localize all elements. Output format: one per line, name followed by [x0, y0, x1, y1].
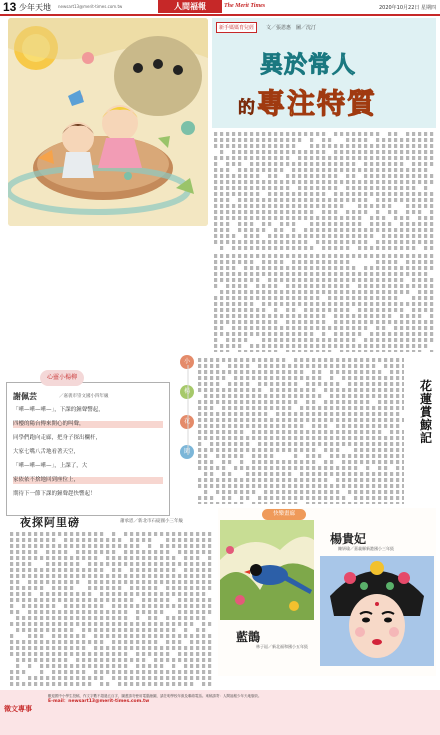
poem-line: 同學們跑向走廊，把身子探出欄杆，	[13, 435, 102, 441]
circle-badge: 花	[180, 415, 194, 429]
section-email: newsart13@merit-times.com.tw	[58, 4, 123, 9]
essay-title: 夜探阿里磅	[20, 516, 80, 529]
text-column-group	[212, 130, 436, 250]
poem-box	[6, 382, 170, 516]
newspaper-logo-en: The Merit Times	[224, 3, 266, 9]
section-title: 少年天地	[19, 3, 51, 12]
poem-author: ／嘉義市崇文國小四年級	[59, 394, 109, 399]
feature-title-line1: 異於常人	[260, 51, 356, 78]
submission-email: E-mail：newsart13@merit-times.com.tw	[48, 699, 150, 704]
text-column-group	[8, 530, 214, 686]
poem-line: 四樓的陽台傳來開心的叫聲，	[13, 421, 163, 428]
poem-line: 大家七嘴八舌地看著天空，	[13, 449, 80, 455]
feature-title-line2: 專注特質	[257, 87, 378, 120]
issue-date: 2020年10月22日 星期四	[378, 5, 436, 11]
poem-line: 「嘩—嘩—嘩—」，上課了，大	[13, 463, 88, 469]
poem-tag: 心靈小楊柳	[40, 370, 84, 386]
gallery-painting-magpie	[220, 520, 314, 620]
circle-badge: 小	[180, 355, 194, 369]
feature-title-line2-wrap	[238, 82, 377, 122]
gallery-work2-title: 楊貴妃	[330, 532, 367, 546]
poem-line: 期待下一節下課的鐘聲趕快響起！	[13, 491, 96, 497]
submission-notice	[48, 694, 434, 704]
text-column-group	[212, 252, 436, 352]
feature-title-block	[212, 18, 436, 128]
feature-illustration	[8, 18, 208, 226]
lotus-title: 花蓮賞鯨記	[420, 379, 433, 445]
text-column-group	[196, 356, 404, 504]
gallery-work1-author: 林子崧／新北福和國小五年級	[256, 644, 308, 649]
gallery-painting-yang-guifei	[320, 556, 434, 666]
page-header	[0, 0, 440, 16]
poem-line: 家依依不捨地回到座位上，	[13, 477, 163, 484]
feature-title-de: 的	[238, 98, 257, 118]
gallery-work2-author: 陳妍瑜／嘉義縣新港國小三年級	[338, 546, 394, 551]
submission-notice-text: 歡迎國中小學生投稿，作文字數不超過五百字，圖畫請勿使用電腦繪圖，請註明學校年級及聯絡電話。來稿請寄：人間福報少年天地版收。	[48, 694, 262, 698]
gallery-work1-title: 藍鵲	[236, 630, 261, 644]
circle-badge: 楊	[180, 385, 194, 399]
page-number: 13	[3, 0, 17, 14]
circle-badge: 園	[180, 445, 194, 459]
gallery-tag: 快樂畫廊	[262, 509, 306, 520]
column-badge: 新手媽媽育兒經	[216, 22, 257, 33]
poem-title: 謝佩芸	[13, 392, 37, 401]
poem-line: 「嘩—嘩—嘩—」，下課的鐘聲響起，	[13, 407, 104, 413]
newspaper-logo: 人間福報	[158, 0, 222, 13]
feature-author: 文／張恩惠 圖／沈汀	[266, 25, 317, 31]
circle-connector	[186, 365, 190, 455]
essay-author: 蕭承恩／新北市石碇國小三年級	[120, 519, 183, 524]
submission-badge: 徵文專事	[4, 705, 32, 713]
